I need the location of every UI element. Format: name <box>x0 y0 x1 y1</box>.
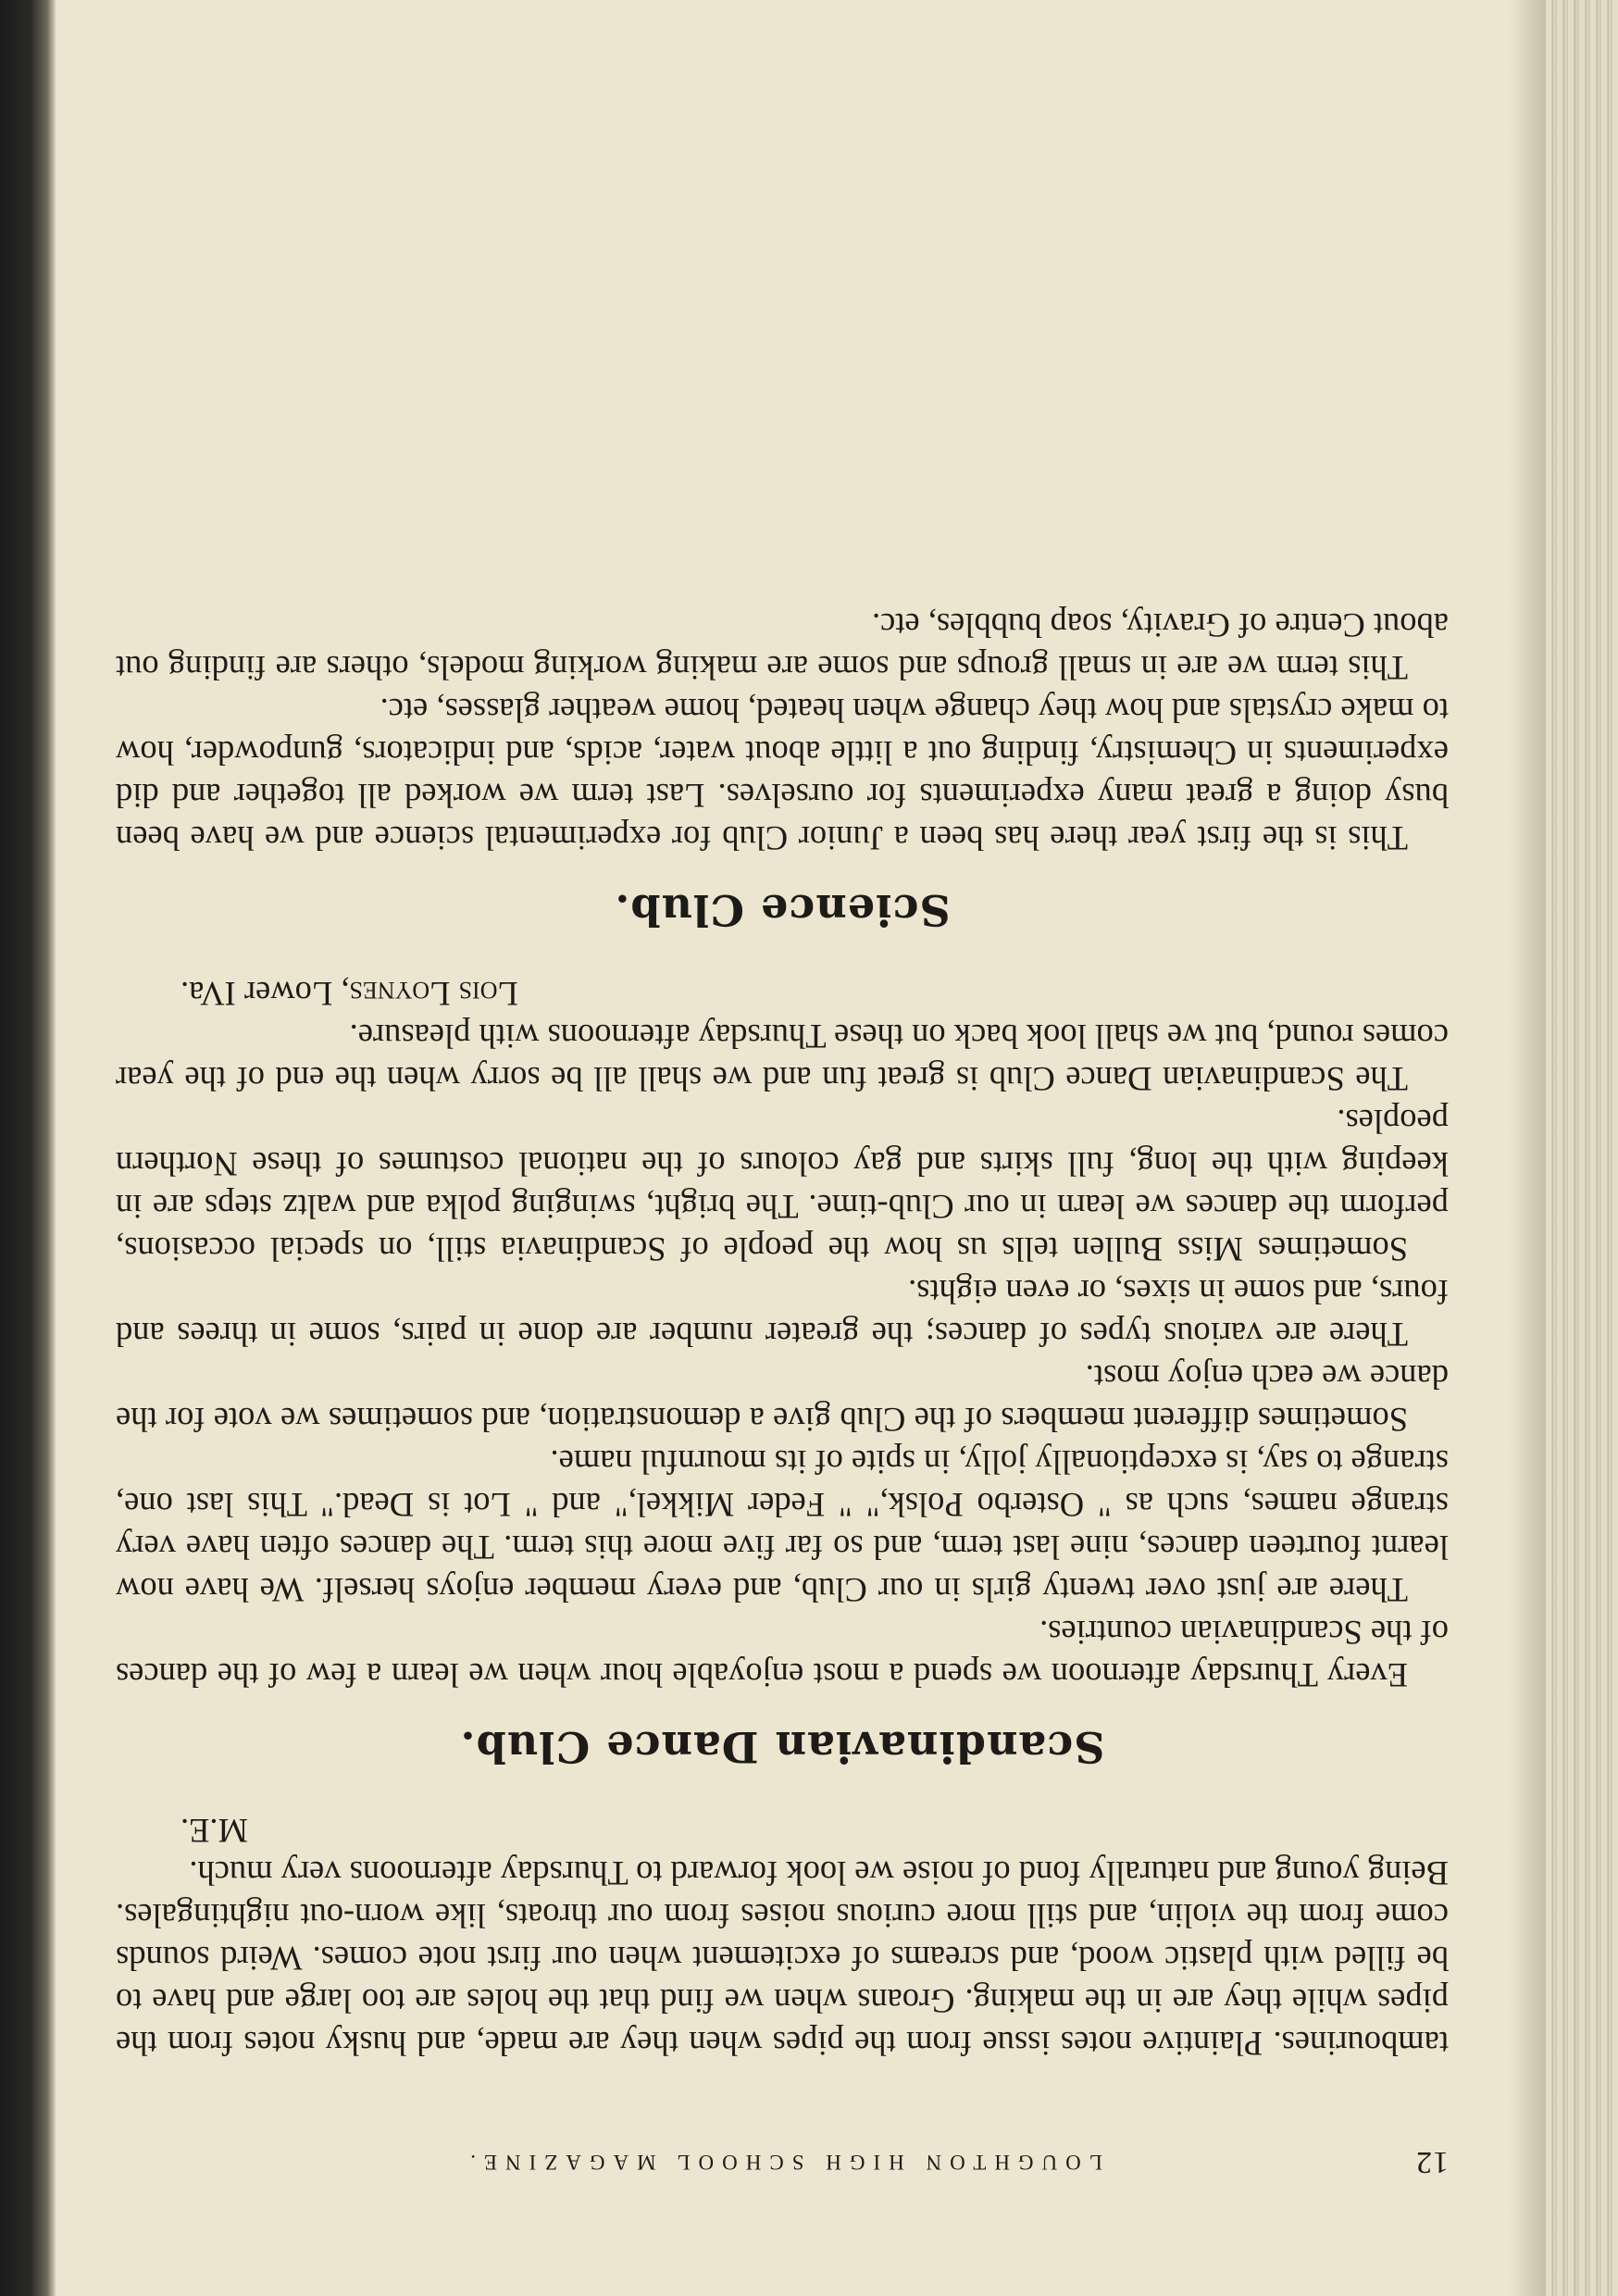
continued-article <box>116 1809 1449 2065</box>
article-paragraph: Every Thursday afternoon we spend a most enjoyable hour when we learn a few of the dances of the Scandinavian countries. <box>116 1614 1449 1694</box>
book-page-edges <box>1546 0 1618 2296</box>
page-curve-shadow <box>1509 0 1546 2296</box>
dance-club-signature <box>116 972 1449 1015</box>
dance-club-article <box>116 972 1449 1772</box>
running-head <box>116 2129 1449 2185</box>
printed-page-upside-down <box>116 111 1449 2185</box>
article-signature: M.E. <box>180 1812 248 1850</box>
signature-form: Lower IVa. <box>180 975 333 1013</box>
article-paragraph: This term we are in small groups and some are making working models, others are finding out about Centre of Gravity, soap bubbles, etc. <box>116 606 1449 687</box>
article-paragraph: Sometimes Miss Bullen tells us how the people of Scandinavia still, on special occasions, perform the dances we learn in our Club-time. The bright, swinging polka and waltz steps are in keeping with the long, full skirts and gay colours of the national costumes of these Northern peoples. <box>116 1103 1449 1268</box>
article-paragraph: Sometimes different members of the Club give a demonstration, and sometimes we vote for the dance we each enjoy most. <box>116 1358 1449 1439</box>
magazine-title: LOUGHTON HIGH SCHOOL MAGAZINE. <box>462 2151 1102 2174</box>
article-paragraph: There are various types of dances; the greater number are done in pairs, some in threes and fours, and some in sixes, or even eights. <box>116 1273 1449 1354</box>
page-body <box>116 604 1449 2065</box>
dance-club-heading: Scandinavian Dance Club. <box>459 1722 1105 1772</box>
article-paragraph: This is the first year there has been a Junior Club for experimental science and we have been busy doing a great many experiments for ourselves. Last term we worked all together and did experiments in Chemistry, finding out a little about water, acids, and indicators, gunpowder, how to make crystals and how they change when heated, home weather glasses, etc. <box>116 692 1449 857</box>
article-paragraph: There are just over twenty girls in our Club, and every member enjoys herself. We have now learnt fourteen dances, nine last term, and so far five more this term. The dances often have very strange names, such as " Osterbo Polsk," " Feder Mikkel," and " Lot is Dead." This last one, strange to say, is exceptionally jolly, in spite of its mournful name. <box>116 1443 1449 1609</box>
article-paragraph: The Scandinavian Dance Club is great fun and we shall all be sorry when the end of the year comes round, but we shall look back on these Thursday afternoons with pleasure. <box>116 1017 1449 1098</box>
page-number: 12 <box>1415 2145 1449 2179</box>
book-gutter-shadow <box>0 0 56 2296</box>
signature-name: Lois Loynes, <box>341 975 518 1013</box>
science-club-article <box>116 604 1449 935</box>
science-club-heading: Science Club. <box>614 885 951 935</box>
article-paragraph: tambourines. Plaintive notes issue from the pipes when they are made, and husky notes from the pipes while they are in the making. Groans when we find that the holes are too large and have to be filled with plastic wood, and screams of excitement when our first note comes. Weird sounds come from the violin, and still more curious noises from our throats, like worn-out nightingales. Being young and naturally fond of noise we look forward to Thursday afternoons very much. <box>116 1854 1449 2063</box>
